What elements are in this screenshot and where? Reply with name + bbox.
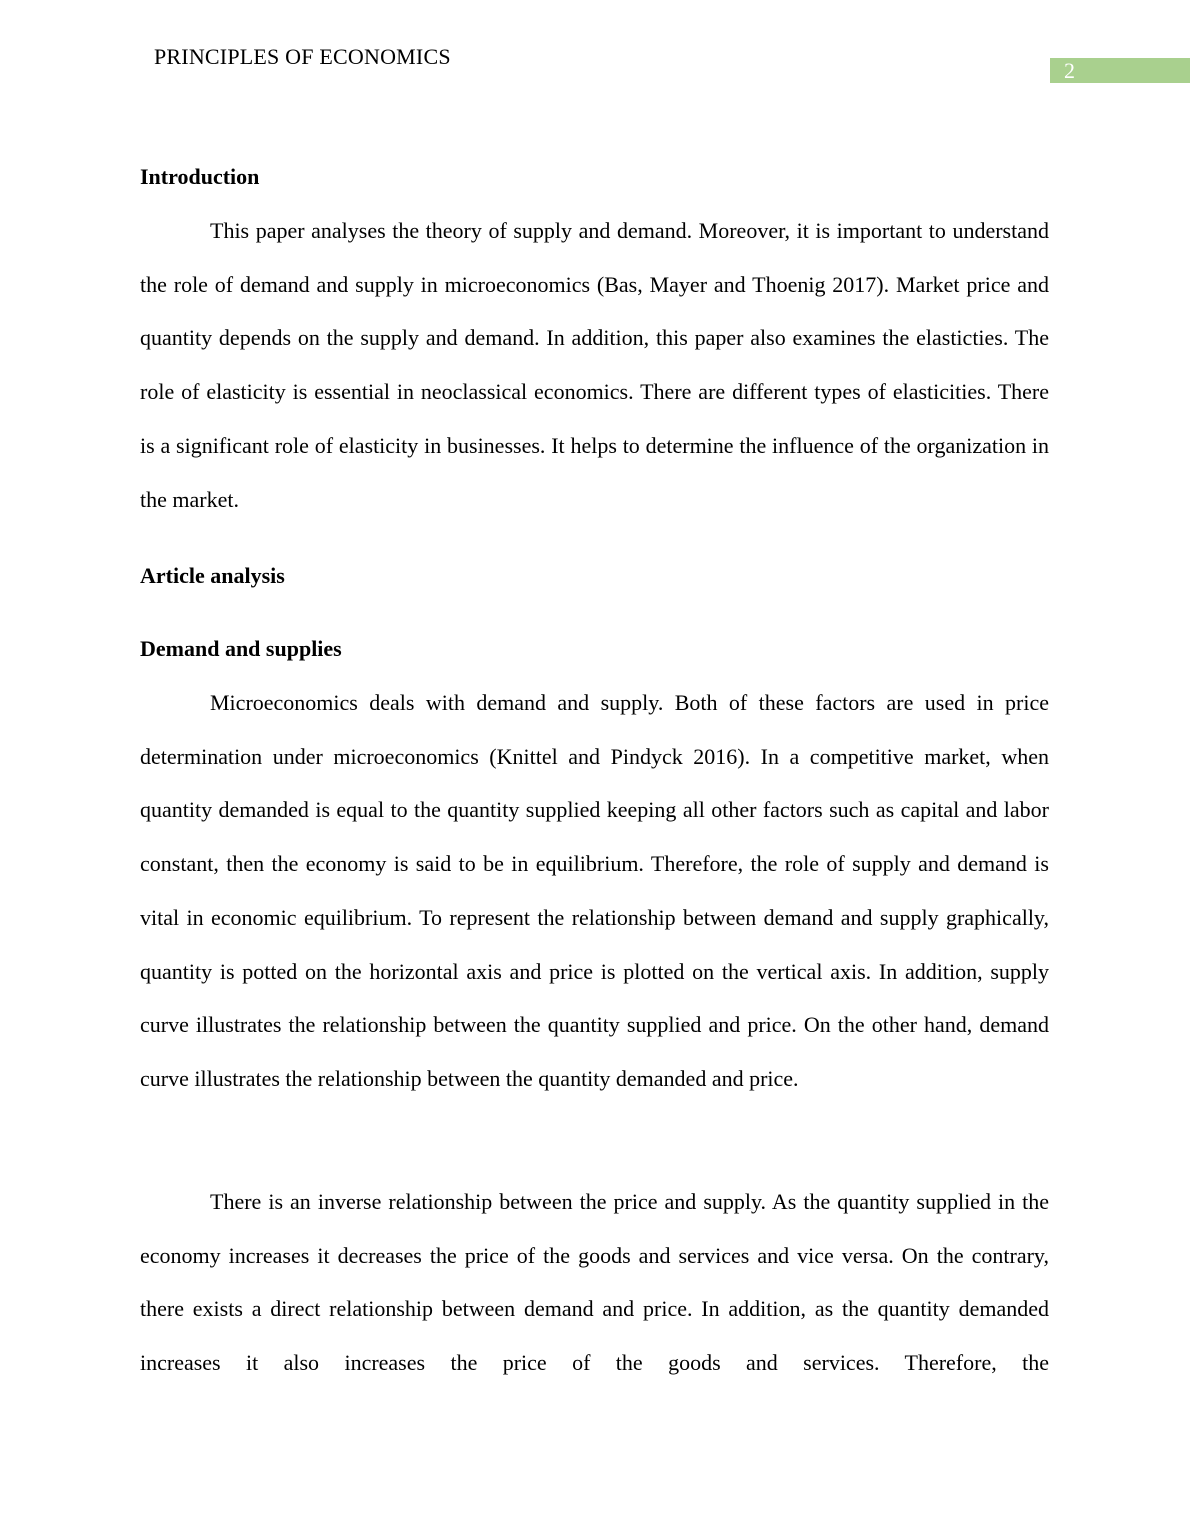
paragraph-demand-supply-1: Microeconomics deals with demand and supply. Both of these factors are used in price determination under microeconomics (Knittel and Pindyck 2016). In a competitive market, when quantity demanded is equal to the quantity supplied keeping all other factors such as capital and labor constant, then the economy is said to be in equilibrium. Therefore, the role of supply and demand is vital in economic equilibrium. To represent the relationship between demand and supply graphically, quantity is potted on the horizontal axis and price is plotted on the vertical axis. In addition, supply curve illustrates the relationship between the quantity supplied and price. On the other hand, demand curve illustrates the relationship between the quantity demanded and price. bbox=[140, 690, 1049, 1091]
heading-article-analysis: Article analysis bbox=[140, 563, 285, 588]
paragraph-introduction: This paper analyses the theory of supply and demand. Moreover, it is important to understand the role of demand and supply in microeconomics (Bas, Mayer and Thoenig 2017). Market price and quantity depends on the supply and demand. In addition, this paper also examines the elasticties. The role of elasticity is essential in neoclassical economics. There are different types of elasticities. There is a significant role of elasticity in businesses. It helps to determine the influence of the organization in the market. bbox=[140, 218, 1049, 512]
page-number: 2 bbox=[1064, 58, 1075, 83]
paragraph-demand-supply-2: There is an inverse relationship between the price and supply. As the quantity supplied in the economy increases it decreases the price of the goods and services and vice versa. On the contrary, there exists a direct relationship between demand and price. In addition, as the quantity demanded increases it also increases the price of the goods and services. Therefore, the bbox=[140, 1189, 1049, 1376]
heading-demand-and-supplies: Demand and supplies bbox=[140, 636, 342, 661]
page-number-badge bbox=[1050, 58, 1190, 83]
running-head-title: PRINCIPLES OF ECONOMICS bbox=[154, 44, 451, 69]
heading-introduction: Introduction bbox=[140, 164, 260, 189]
